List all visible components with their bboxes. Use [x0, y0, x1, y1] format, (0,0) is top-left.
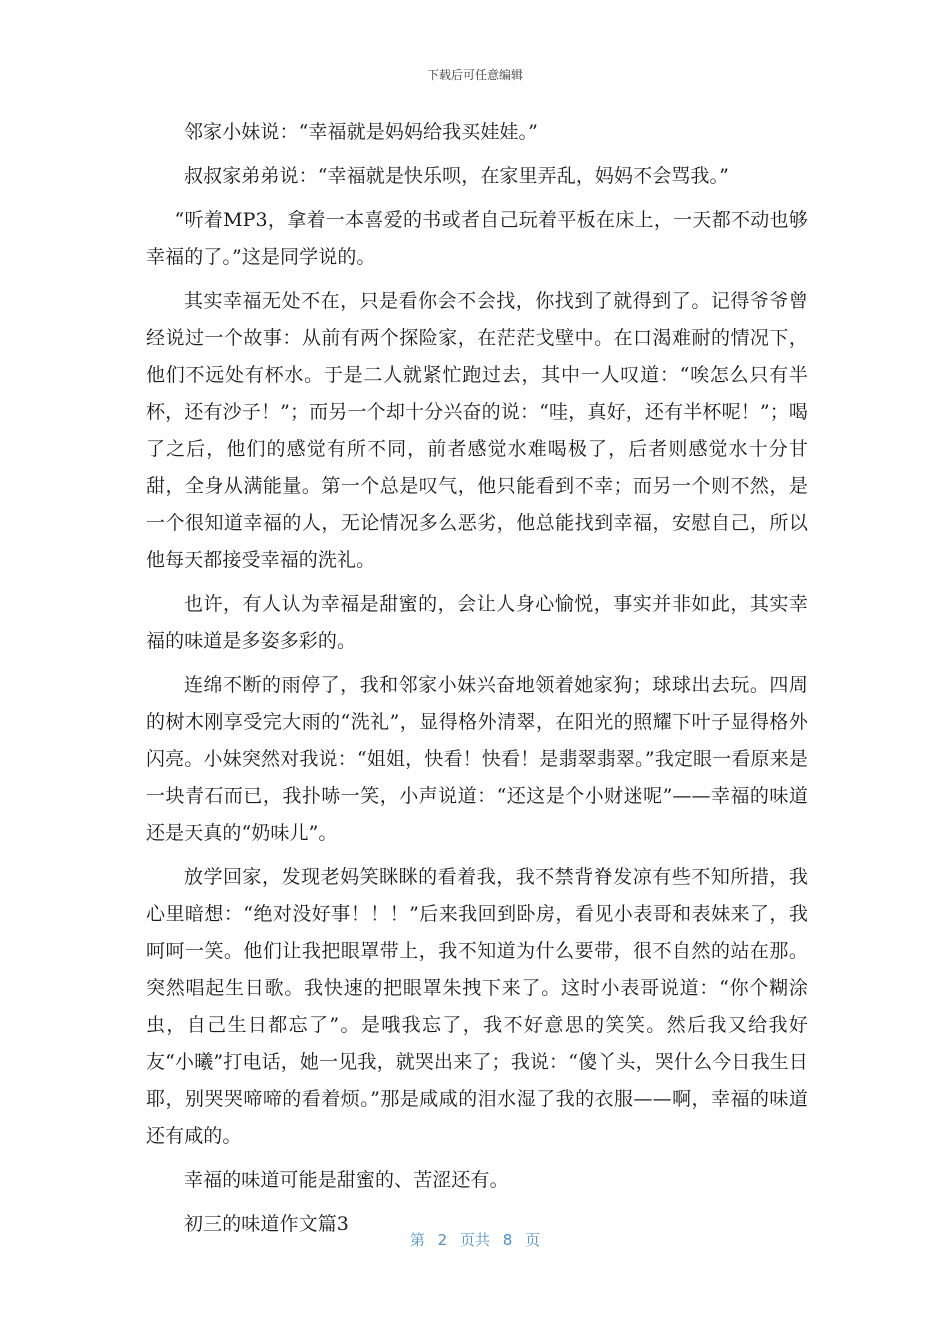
paragraph-neighbor-sister: 邻家小妹说：“幸福就是妈妈给我买娃娃。” [184, 121, 538, 143]
paragraph-cousin-brother: 叔叔家弟弟说：“幸福就是快乐呗，在家里弄乱，妈妈不会骂我。” [184, 165, 729, 187]
paragraph-birthday: 放学回家，发现老妈笑眯眯的看着我，我不禁背脊发凉有些不知所措，我心里暗想：“绝对没好事！！！”后来我回到卧房，看见小表哥和表妹来了，我呵呵一笑。他们让我把眼罩带上，我不知道为什么要带，很不自然的站在那。突然唱起生日歌。我快速的把眼罩朱拽下来了。这时小表哥说道：“你个糊涂虫，自己生日都忘了”。是哦我忘了，我不好意思的笑笑。然后我又给我好友“小曦”打电话，她一见我，就哭出来了；我说：“傻丫头，哭什么今日我生日耶，别哭哭啼啼的看着烦。”那是咸咸的泪水湿了我的衣服——啊，幸福的味道还有咸的。 [146, 866, 808, 1147]
paragraph-flavors: 也许，有人认为幸福是甜蜜的，会让人身心愉悦，事实并非如此，其实幸福的味道是多姿多彩的。 [146, 593, 808, 652]
paragraph-conclusion: 幸福的味道可能是甜蜜的、苦涩还有。 [184, 1169, 509, 1191]
page-header: 下载后可任意编辑 [426, 68, 523, 82]
document-body [146, 114, 808, 1250]
page-number-footer: 第 2 页共 8 页 [409, 1231, 541, 1249]
section-heading: 初三的味道作文篇3 [184, 1213, 349, 1235]
paragraph-classmate: “听着MP3，拿着一本喜爱的书或者自己玩着平板在床上，一天都不动也够幸福的了。”这是同学说的。 [146, 209, 808, 268]
paragraph-after-rain: 连绵不断的雨停了，我和邻家小妹兴奋地领着她家狗；球球出去玩。四周的树木刚享受完大雨的“洗礼”，显得格外清翠，在阳光的照耀下叶子显得格外闪亮。小妹突然对我说：“姐姐，快看！快看！是翡翠翡翠。”我定眼一看原来是一块青石而已，我扑哧一笑，小声说道：“还这是个小财迷呢”——幸福的味道还是天真的“奶味儿”。 [146, 674, 808, 844]
paragraph-explorers-story: 其实幸福无处不在，只是看你会不会找，你找到了就得到了。记得爷爷曾经说过一个故事：从前有两个探险家，在茫茫戈壁中。在口渴难耐的情况下，他们不远处有杯水。于是二人就紧忙跑过去，其中一人叹道：“唉怎么只有半杯，还有沙子！”；而另一个却十分兴奋的说：“哇，真好，还有半杯呢！”；喝了之后，他们的感觉有所不同，前者感觉水难喝极了，后者则感觉水十分甘甜，全身从满能量。第一个总是叹气，他只能看到不幸；而另一个则不然，是一个很知道幸福的人，无论情况多么恶劣，他总能找到幸福，安慰自己，所以他每天都接受幸福的洗礼。 [146, 290, 808, 571]
